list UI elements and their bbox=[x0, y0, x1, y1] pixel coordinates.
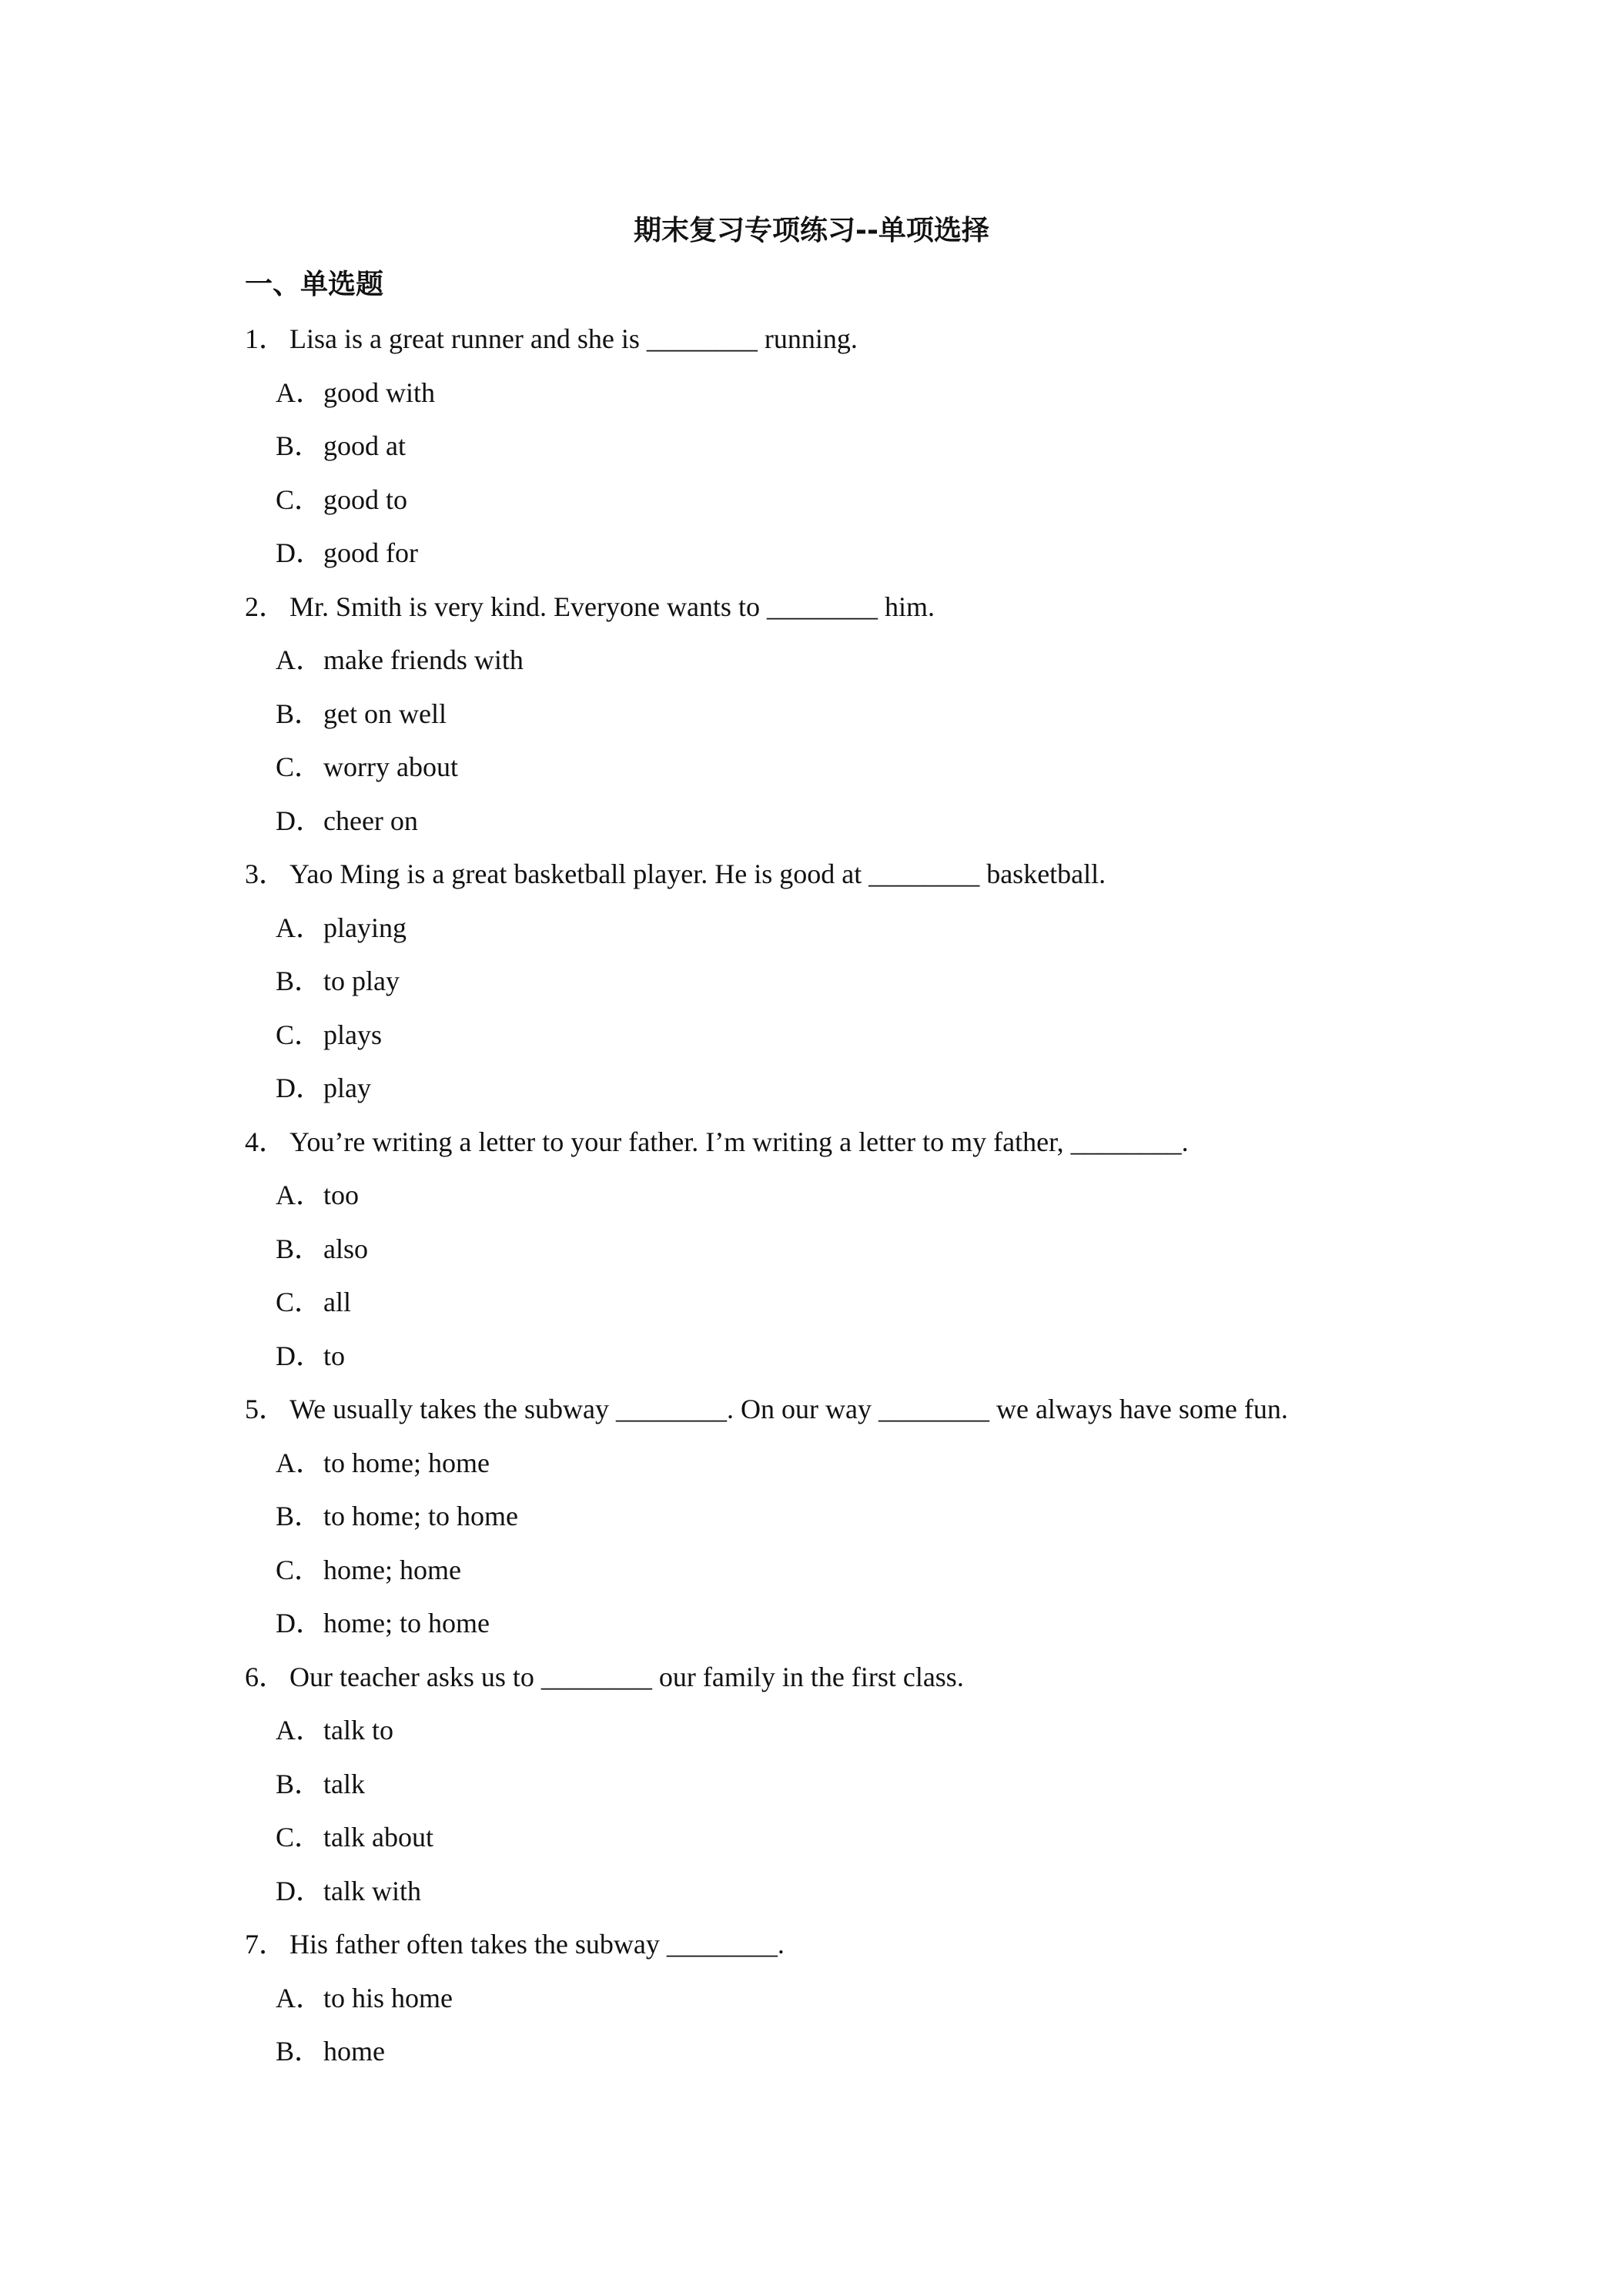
page-title: 期末复习专项练习--单项选择 bbox=[634, 215, 989, 246]
answer-option bbox=[245, 1816, 1400, 1869]
question-stem bbox=[245, 1923, 1400, 1976]
question-stem bbox=[245, 1387, 1400, 1441]
option-letter: A． bbox=[276, 1447, 323, 1478]
option-letter: A． bbox=[276, 644, 323, 675]
question-number: 3． bbox=[245, 858, 287, 889]
option-text: to play bbox=[323, 966, 400, 996]
question-item bbox=[245, 585, 1400, 853]
section-heading: 一、单选题 bbox=[245, 269, 384, 300]
question-item bbox=[245, 317, 1400, 585]
option-letter: B． bbox=[276, 966, 323, 996]
question-item bbox=[245, 852, 1400, 1120]
option-text: talk with bbox=[323, 1875, 421, 1906]
option-letter: B． bbox=[276, 2036, 323, 2067]
question-text: Lisa is a great runner and she is ________ running. bbox=[289, 323, 858, 354]
option-letter: C． bbox=[276, 1822, 323, 1853]
option-text: make friends with bbox=[323, 644, 524, 675]
question-number: 4． bbox=[245, 1126, 287, 1157]
question-text: Yao Ming is a great basketball player. He is good at ________ basketball. bbox=[289, 858, 1106, 889]
option-text: good for bbox=[323, 537, 418, 568]
answer-option bbox=[245, 531, 1400, 585]
answer-option bbox=[245, 692, 1400, 746]
question-stem bbox=[245, 317, 1400, 371]
question-number: 5． bbox=[245, 1394, 287, 1424]
option-letter: D． bbox=[276, 1608, 323, 1638]
answer-option bbox=[245, 1976, 1400, 2030]
option-text: play bbox=[323, 1073, 371, 1103]
answer-option bbox=[245, 1869, 1400, 1923]
option-letter: C． bbox=[276, 484, 323, 515]
answer-option bbox=[245, 1602, 1400, 1655]
question-stem bbox=[245, 852, 1400, 906]
answer-option bbox=[245, 1280, 1400, 1334]
answer-option bbox=[245, 1013, 1400, 1067]
question-stem bbox=[245, 1655, 1400, 1709]
question-number: 2． bbox=[245, 591, 287, 622]
question-text: We usually takes the subway ________. On our way ________ we always have some fun. bbox=[289, 1394, 1288, 1424]
question-number: 1． bbox=[245, 323, 287, 354]
option-text: good to bbox=[323, 484, 408, 515]
question-list bbox=[245, 317, 1400, 2083]
option-text: playing bbox=[323, 912, 407, 943]
option-letter: D． bbox=[276, 1340, 323, 1371]
answer-option bbox=[245, 371, 1400, 425]
option-text: to home; to home bbox=[323, 1501, 518, 1531]
question-item bbox=[245, 1387, 1400, 1655]
option-text: home; to home bbox=[323, 1608, 490, 1638]
answer-option bbox=[245, 906, 1400, 960]
answer-option bbox=[245, 424, 1400, 478]
option-letter: A． bbox=[276, 912, 323, 943]
question-text: You’re writing a letter to your father. I’m writing a letter to my father, ________. bbox=[289, 1126, 1189, 1157]
option-text: worry about bbox=[323, 751, 458, 782]
answer-option bbox=[245, 1709, 1400, 1762]
option-letter: A． bbox=[276, 1180, 323, 1210]
option-letter: A． bbox=[276, 377, 323, 408]
answer-option bbox=[245, 959, 1400, 1013]
question-item bbox=[245, 1655, 1400, 1923]
option-text: talk about bbox=[323, 1822, 433, 1853]
option-text: to home; home bbox=[323, 1447, 490, 1478]
option-letter: D． bbox=[276, 537, 323, 568]
option-letter: B． bbox=[276, 1233, 323, 1264]
option-text: to bbox=[323, 1340, 346, 1371]
answer-option bbox=[245, 1441, 1400, 1495]
question-text: Mr. Smith is very kind. Everyone wants to ________ him. bbox=[289, 591, 935, 622]
option-letter: B． bbox=[276, 1768, 323, 1799]
option-text: good with bbox=[323, 377, 436, 408]
option-letter: A． bbox=[276, 1715, 323, 1745]
answer-option bbox=[245, 1173, 1400, 1227]
question-item bbox=[245, 1120, 1400, 1388]
question-text: Our teacher asks us to ________ our family in the first class. bbox=[289, 1661, 964, 1692]
option-text: home; home bbox=[323, 1554, 461, 1585]
option-letter: B． bbox=[276, 1501, 323, 1531]
option-text: too bbox=[323, 1180, 360, 1210]
answer-option bbox=[245, 1494, 1400, 1548]
answer-option bbox=[245, 1066, 1400, 1120]
question-item bbox=[245, 1923, 1400, 2083]
answer-option bbox=[245, 1334, 1400, 1388]
option-letter: C． bbox=[276, 1554, 323, 1585]
option-letter: D． bbox=[276, 805, 323, 836]
question-number: 7． bbox=[245, 1929, 287, 1960]
option-letter: C． bbox=[276, 1287, 323, 1317]
option-letter: D． bbox=[276, 1073, 323, 1103]
option-letter: C． bbox=[276, 751, 323, 782]
option-text: plays bbox=[323, 1019, 382, 1050]
question-stem bbox=[245, 1120, 1400, 1174]
option-letter: D． bbox=[276, 1875, 323, 1906]
answer-option bbox=[245, 1762, 1400, 1816]
option-letter: B． bbox=[276, 698, 323, 729]
option-text: cheer on bbox=[323, 805, 418, 836]
answer-option bbox=[245, 1548, 1400, 1602]
answer-option bbox=[245, 478, 1400, 532]
option-text: good at bbox=[323, 430, 406, 461]
question-text: His father often takes the subway ________. bbox=[289, 1929, 785, 1960]
option-text: to his home bbox=[323, 1982, 453, 2013]
answer-option bbox=[245, 1227, 1400, 1281]
question-stem bbox=[245, 585, 1400, 639]
answer-option bbox=[245, 799, 1400, 853]
option-text: talk bbox=[323, 1768, 365, 1799]
option-text: get on well bbox=[323, 698, 447, 729]
option-letter: A． bbox=[276, 1982, 323, 2013]
question-number: 6． bbox=[245, 1661, 287, 1692]
option-text: also bbox=[323, 1233, 368, 1264]
answer-option bbox=[245, 638, 1400, 692]
option-text: talk to bbox=[323, 1715, 393, 1745]
option-letter: C． bbox=[276, 1019, 323, 1050]
answer-option bbox=[245, 745, 1400, 799]
option-letter: B． bbox=[276, 430, 323, 461]
option-text: all bbox=[323, 1287, 351, 1317]
option-text: home bbox=[323, 2036, 385, 2067]
answer-option bbox=[245, 2030, 1400, 2083]
